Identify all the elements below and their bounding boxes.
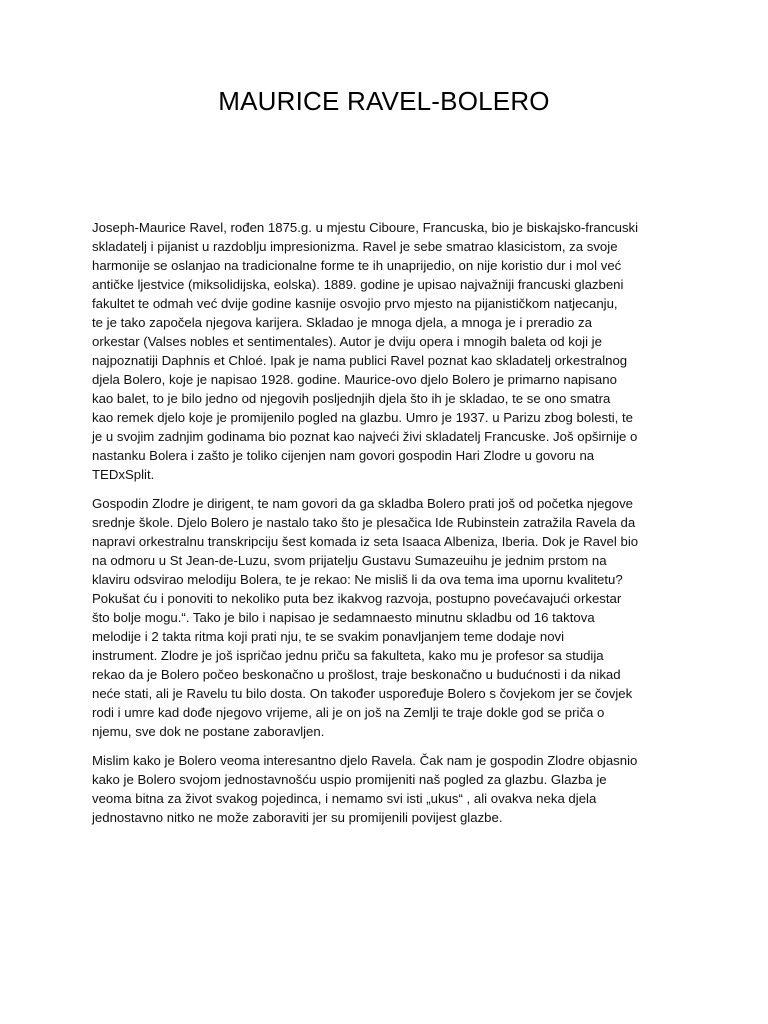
paragraph-line: je u svojim zadnjim godinama bio poznat kao najveći živi skladatelj Francuske. Još opširnije o: [92, 429, 638, 444]
paragraph-line: harmonije se oslanjao na tradicionalne forme te ih unaprijedio, on nije koristio dur i mol već: [92, 258, 622, 273]
body-paragraph: [92, 218, 678, 484]
paragraph-line: melodije i 2 takta ritma koji prati nju, te se svakim ponavljanjem teme dodaje novi: [92, 629, 565, 644]
paragraph-line: skladatelj i pijanist u razdoblju impresionizma. Ravel je sebe smatrao klasicistom, za svoje: [92, 239, 618, 254]
paragraph-line: TEDxSplit.: [92, 467, 155, 482]
document-title: MAURICE RAVEL-BOLERO: [218, 86, 550, 116]
paragraph-line: kao remek djelo koje je promijenilo pogled na glazbu. Umro je 1937. u Parizu zbog bolesti, te: [92, 410, 633, 425]
paragraph-line: instrument. Zlodre je još ispričao jednu priču sa fakulteta, kako mu je profesor sa studija: [92, 648, 604, 663]
paragraph-line: orkestar (Valses nobles et sentimentales). Autor je dviju opera i mnogih baleta od koji je: [92, 334, 602, 349]
paragraph-line: na odmoru u St Jean-de-Luzu, svom prijatelju Gustavu Sumazeuihu je jednim prstom na: [92, 553, 607, 568]
paragraph-line: srednje škole. Djelo Bolero je nastalo tako što je plesačica Ide Rubinstein zatražila Ravela da: [92, 515, 636, 530]
paragraph-line: neće stati, ali je Ravelu tu bilo dosta. On također uspoređuje Bolero s čovjekom jer se čovjek: [92, 686, 633, 701]
paragraph-line: antičke ljestvice (miksolidijska, eolska). 1889. godine je upisao najvažniji francuski glazbeni: [92, 277, 624, 292]
paragraph-line: fakultet te odmah već dvije godine kasnije osvojio prvo mjesto na pijanističkom natjecanju,: [92, 296, 618, 311]
paragraph-line: rodi i umre kad dođe njegovo vrijeme, ali je on još na Zemlji te traje dokle god se priča o: [92, 705, 605, 720]
paragraph-line: rekao da je Bolero počeo beskonačno u prošlost, traje beskonačno u budućnosti i da nikad: [92, 667, 621, 682]
paragraph-line: te je tako započela njegova karijera. Skladao je mnoga djela, a mnoga je i preradio za: [92, 315, 592, 330]
paragraph-line: Pokušat ću i ponoviti to nekoliko puta bez ikakvog razvoja, postupno povećavajući orkestar: [92, 591, 622, 606]
paragraph-line: nastanku Bolera i zašto je toliko cijenjen nam govori gospodin Hari Zlodre u govoru na: [92, 448, 595, 463]
paragraph-line: djela Bolero, koje je napisao 1928. godine. Maurice-ovo djelo Bolero je primarno napisano: [92, 372, 617, 387]
paragraph-line: što bolje mogu.“. Tako je bilo i napisao je sedamnaesto minutnu skladbu od 16 taktova: [92, 610, 595, 625]
paragraph-line: Gospodin Zlodre je dirigent, te nam govori da ga skladba Bolero prati još od početka njegove: [92, 496, 634, 511]
paragraph-line: veoma bitna za život svakog pojedinca, i nemamo svi isti „ukus“ , ali ovakva neka djela: [92, 791, 597, 806]
paragraph-line: napravi orkestralnu transkripciju šest komada iz seta Isaaca Albeniza, Iberia. Dok je Ravel bio: [92, 534, 639, 549]
paragraph-line: kao balet, to je bilo jedno od njegovih posljednjih djela što ih je skladao, te se ono smatra: [92, 391, 611, 406]
body-paragraph: [92, 751, 678, 827]
paragraph-line: klaviru odsvirao melodiju Bolera, te je rekao: Ne misliš li da ova tema ima upornu kvalitetu?: [92, 572, 623, 587]
paragraph-line: Mislim kako je Bolero veoma interesantno djelo Ravela. Čak nam je gospodin Zlodre objasnio: [92, 753, 638, 768]
paragraph-line: najpoznatiji Daphnis et Chloé. Ipak je nama publici Ravel poznat kao skladatelj orkestralnog: [92, 353, 628, 368]
paragraph-line: kako je Bolero svojom jednostavnošću uspio promijeniti naš pogled za glazbu. Glazba je: [92, 772, 607, 787]
paragraph-line: njemu, sve dok ne postane zaboravljen.: [92, 724, 325, 739]
body-paragraph: [92, 494, 678, 741]
document-body: [92, 218, 678, 837]
paragraph-line: jednostavno nitko ne može zaboraviti jer su promijenili povijest glazbe.: [92, 810, 503, 825]
paragraph-line: Joseph-Maurice Ravel, rođen 1875.g. u mjestu Ciboure, Francuska, bio je biskajsko-francuski: [92, 220, 639, 235]
